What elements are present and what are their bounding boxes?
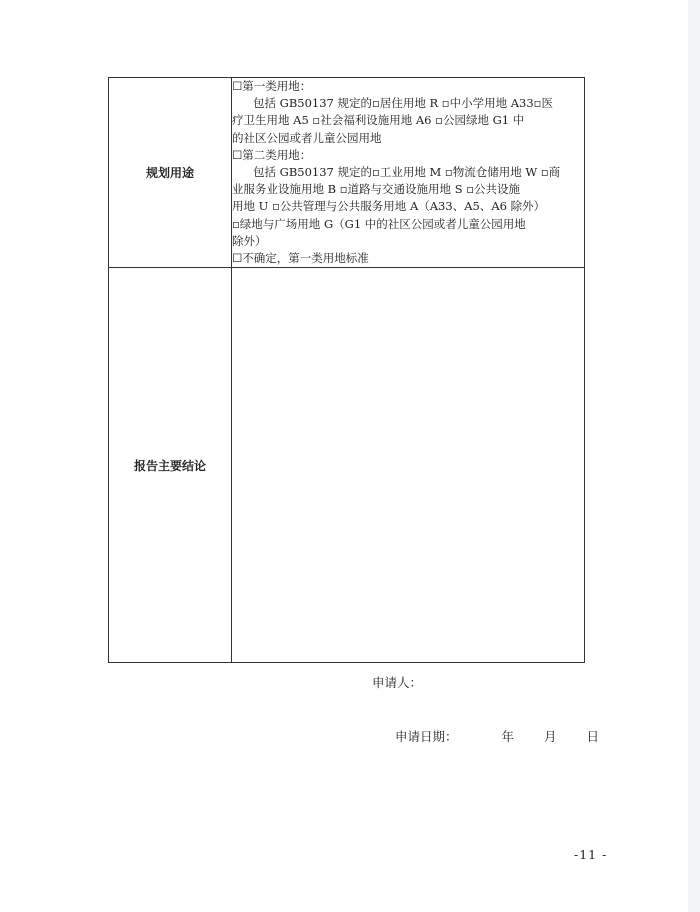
application-form-table [108,77,585,663]
page-number: -11 - [574,847,608,862]
planning-use-label: 规划用途 [109,78,232,268]
planning-use-row [109,78,585,268]
date-day-label: 日 [586,729,599,744]
applicant-label: 申请人： [372,675,423,690]
option-first-class-detail-line: 疗卫生用地 A5 ▫社会福利设施用地 A6 ▫公园绿地 G1 中 [232,113,525,128]
option-second-class-detail-line: 业服务业设施用地 B ▫道路与交通设施用地 S ▫公共设施 [232,182,521,197]
report-conclusion-label: 报告主要结论 [109,268,232,663]
option-first-class-detail-line: 包括 GB50137 规定的▫居住用地 R ▫中小学用地 A33▫医 [253,96,553,111]
date-year-label: 年 [501,729,514,744]
option-second-class-detail-line: 用地 U ▫公共管理与公共服务用地 A（A33、A5、A6 除外） [232,199,546,214]
report-conclusion-field[interactable] [232,268,585,663]
option-uncertain-checkbox[interactable]: ☐不确定，第一类用地标准 [232,251,369,266]
option-second-class-checkbox[interactable]: ☐第二类用地： [232,147,312,162]
option-second-class-detail-line: 除外） [232,233,267,248]
option-first-class-checkbox[interactable]: ☐第一类用地： [232,79,312,93]
option-first-class-detail-line: 的社区公园或者儿童公园用地 [232,130,382,145]
option-second-class-detail-line: 包括 GB50137 规定的▫工业用地 M ▫物流仓储用地 W ▫商 [253,165,561,180]
application-date-row [395,727,599,745]
planning-use-options [232,78,585,268]
application-date-label: 申请日期： [395,729,458,744]
option-second-class-detail-line: ▫绿地与广场用地 G（G1 中的社区公园或者儿童公园用地 [232,216,526,231]
date-month-label: 月 [543,729,557,744]
report-conclusion-row [109,268,585,663]
